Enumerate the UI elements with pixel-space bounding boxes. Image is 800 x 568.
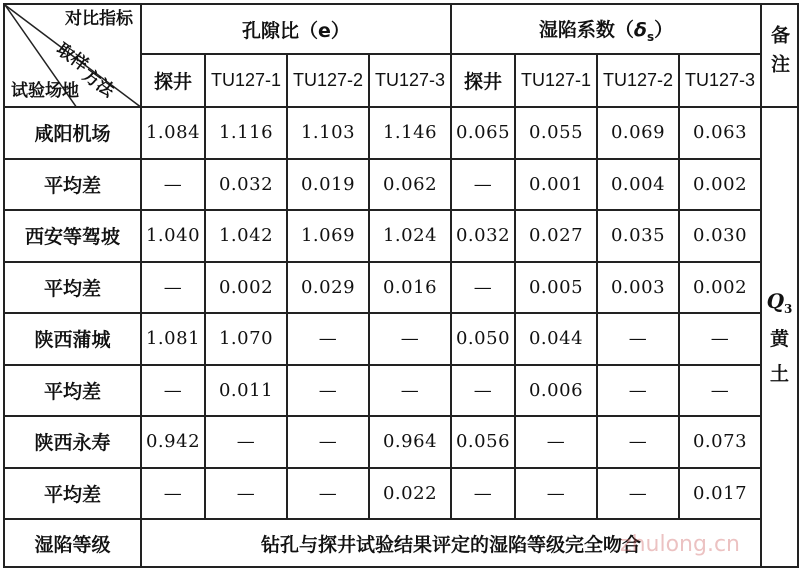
- value-cell: 0.964: [369, 416, 451, 468]
- value-cell: —: [679, 365, 761, 417]
- value-cell: 0.062: [369, 159, 451, 211]
- collapse-group-prefix: 湿陷系数（: [538, 18, 634, 41]
- table-row: [4, 313, 798, 365]
- value-cell: 0.006: [515, 365, 597, 417]
- value-cell: —: [515, 468, 597, 520]
- site-cell: 咸阳机场: [4, 107, 141, 159]
- remark-text-2: 土: [769, 362, 789, 385]
- value-cell: 1.024: [369, 210, 451, 262]
- table-row: [4, 365, 798, 417]
- value-cell: 0.065: [451, 107, 515, 159]
- value-cell: —: [287, 313, 369, 365]
- site-cell: 平均差: [4, 159, 141, 211]
- value-cell: 0.032: [451, 210, 515, 262]
- value-cell: —: [515, 416, 597, 468]
- value-cell: 1.084: [141, 107, 205, 159]
- method-header-3: TU127-3: [369, 54, 451, 107]
- value-cell: 0.002: [679, 159, 761, 211]
- comparison-table: [3, 3, 799, 568]
- collapse-group-suffix: ）: [654, 18, 674, 41]
- site-cell: 陕西蒲城: [4, 313, 141, 365]
- value-cell: 0.019: [287, 159, 369, 211]
- value-cell: —: [451, 262, 515, 314]
- value-cell: 0.035: [597, 210, 679, 262]
- value-cell: —: [597, 365, 679, 417]
- value-cell: 0.044: [515, 313, 597, 365]
- value-cell: —: [597, 416, 679, 468]
- value-cell: —: [287, 416, 369, 468]
- delta-subscript: s: [646, 29, 655, 44]
- value-cell: 0.032: [205, 159, 287, 211]
- value-cell: 0.063: [679, 107, 761, 159]
- value-cell: —: [597, 313, 679, 365]
- value-cell: 1.081: [141, 313, 205, 365]
- value-cell: 0.016: [369, 262, 451, 314]
- value-cell: 1.069: [287, 210, 369, 262]
- site-cell: 平均差: [4, 468, 141, 520]
- value-cell: 0.055: [515, 107, 597, 159]
- table-row: [4, 416, 798, 468]
- remark-body: [767, 289, 793, 386]
- stratum-symbol: [767, 289, 793, 316]
- site-cell: 陕西永寿: [4, 416, 141, 468]
- delta-symbol: δ: [633, 18, 647, 41]
- diag-label-method: 方法: [78, 65, 118, 102]
- value-cell: —: [287, 365, 369, 417]
- remark-header: [761, 4, 798, 107]
- value-cell: —: [141, 159, 205, 211]
- value-cell: 0.050: [451, 313, 515, 365]
- value-cell: 0.029: [287, 262, 369, 314]
- method-header-0: 探井: [141, 54, 205, 107]
- value-cell: —: [205, 468, 287, 520]
- value-cell: 0.942: [141, 416, 205, 468]
- diag-label-compare-index: 对比指标: [65, 9, 133, 29]
- method-header-6: TU127-2: [597, 54, 679, 107]
- value-cell: 1.116: [205, 107, 287, 159]
- method-header-7: TU127-3: [679, 54, 761, 107]
- value-cell: —: [205, 416, 287, 468]
- value-cell: 0.002: [205, 262, 287, 314]
- remark-body-cell: [761, 107, 798, 567]
- value-cell: —: [451, 365, 515, 417]
- diag-label-site: 试验场地: [11, 81, 79, 101]
- value-cell: 1.103: [287, 107, 369, 159]
- value-cell: —: [369, 365, 451, 417]
- value-cell: —: [679, 313, 761, 365]
- remark-label: 备注: [768, 24, 790, 83]
- stratum-subscript: 3: [784, 301, 793, 316]
- table-row: [4, 262, 798, 314]
- value-cell: —: [141, 468, 205, 520]
- value-cell: —: [141, 365, 205, 417]
- value-cell: 0.011: [205, 365, 287, 417]
- collapse-grade-label: 湿陷等级: [4, 519, 141, 567]
- site-cell: 西安等驾坡: [4, 210, 141, 262]
- method-header-2: TU127-2: [287, 54, 369, 107]
- method-header-1: TU127-1: [205, 54, 287, 107]
- value-cell: —: [369, 313, 451, 365]
- diag-label-sampling: 取样: [52, 39, 92, 76]
- value-cell: 0.017: [679, 468, 761, 520]
- porosity-group-header: 孔隙比（e）: [141, 4, 451, 54]
- value-cell: 0.004: [597, 159, 679, 211]
- value-cell: 0.073: [679, 416, 761, 468]
- value-cell: —: [287, 468, 369, 520]
- value-cell: 0.005: [515, 262, 597, 314]
- method-header-5: TU127-1: [515, 54, 597, 107]
- remark-text-1: 黄: [769, 327, 789, 350]
- value-cell: —: [141, 262, 205, 314]
- value-cell: 0.069: [597, 107, 679, 159]
- collapse-coefficient-group-header: [451, 4, 761, 54]
- watermark: zhulong.cn: [620, 532, 740, 557]
- value-cell: 1.040: [141, 210, 205, 262]
- value-cell: 0.022: [369, 468, 451, 520]
- value-cell: 1.146: [369, 107, 451, 159]
- method-header-4: 探井: [451, 54, 515, 107]
- table-row: [4, 210, 798, 262]
- table-row: [4, 107, 798, 159]
- value-cell: 0.003: [597, 262, 679, 314]
- value-cell: —: [597, 468, 679, 520]
- site-cell: 平均差: [4, 262, 141, 314]
- collapse-grade-conclusion: 钻孔与探井试验结果评定的湿陷等级完全吻合: [141, 519, 761, 567]
- table-row: [4, 468, 798, 520]
- value-cell: 0.056: [451, 416, 515, 468]
- table-row: [4, 159, 798, 211]
- value-cell: 0.002: [679, 262, 761, 314]
- value-cell: 0.030: [679, 210, 761, 262]
- diagonal-header-cell: [4, 4, 141, 107]
- value-cell: —: [451, 159, 515, 211]
- value-cell: 0.027: [515, 210, 597, 262]
- stratum-q: Q: [766, 288, 785, 313]
- value-cell: 1.070: [205, 313, 287, 365]
- value-cell: 1.042: [205, 210, 287, 262]
- value-cell: —: [451, 468, 515, 520]
- value-cell: 0.001: [515, 159, 597, 211]
- site-cell: 平均差: [4, 365, 141, 417]
